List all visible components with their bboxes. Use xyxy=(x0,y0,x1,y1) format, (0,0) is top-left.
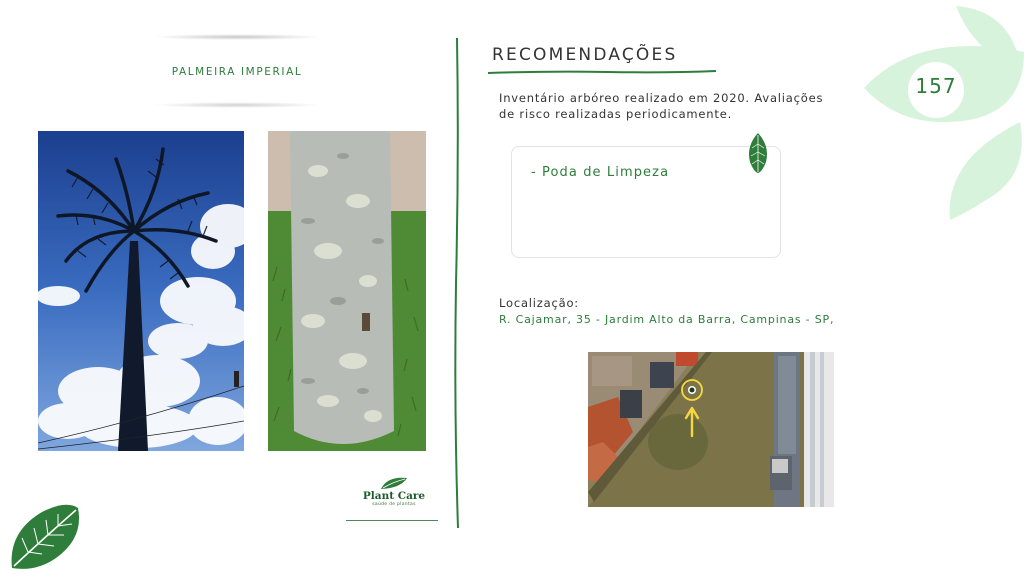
leaf-icon xyxy=(746,132,770,174)
logo-underline xyxy=(346,520,438,521)
card-shadow-top xyxy=(152,34,322,40)
location-label: Localização: xyxy=(499,296,579,310)
trunk-photo-drawing xyxy=(268,131,426,451)
corner-leaf-icon xyxy=(8,502,84,572)
intro-line-1: Inventário arbóreo realizado em 2020. Avaliações xyxy=(499,91,824,105)
species-name: PALMEIRA IMPERIAL xyxy=(171,66,303,78)
plant-care-logo xyxy=(356,476,432,522)
card-shadow-bottom xyxy=(152,102,322,108)
recommendation-box xyxy=(511,146,781,258)
palm-tree-photo xyxy=(38,131,244,451)
location-address: R. Cajamar, 35 - Jardim Alto da Barra, Campinas - SP, xyxy=(499,313,835,326)
trunk-photo xyxy=(268,131,426,451)
heading-underline xyxy=(488,68,716,76)
palm-tree-photo-drawing xyxy=(38,131,244,451)
recommendation-item: - Poda de Limpeza xyxy=(531,165,670,180)
logo-name: Plant Care xyxy=(362,490,426,502)
page-number: 157 xyxy=(915,74,957,98)
intro-text xyxy=(499,90,869,122)
logo-tagline: saúde de plantas xyxy=(372,502,416,507)
aerial-map-drawing xyxy=(588,352,834,507)
logo-leaf-icon xyxy=(379,476,409,490)
intro-line-2: de risco realizadas periodicamente. xyxy=(499,107,733,121)
recommendations-heading: RECOMENDAÇÕES xyxy=(492,45,678,65)
vertical-divider xyxy=(452,38,462,528)
aerial-map-image xyxy=(588,352,834,507)
